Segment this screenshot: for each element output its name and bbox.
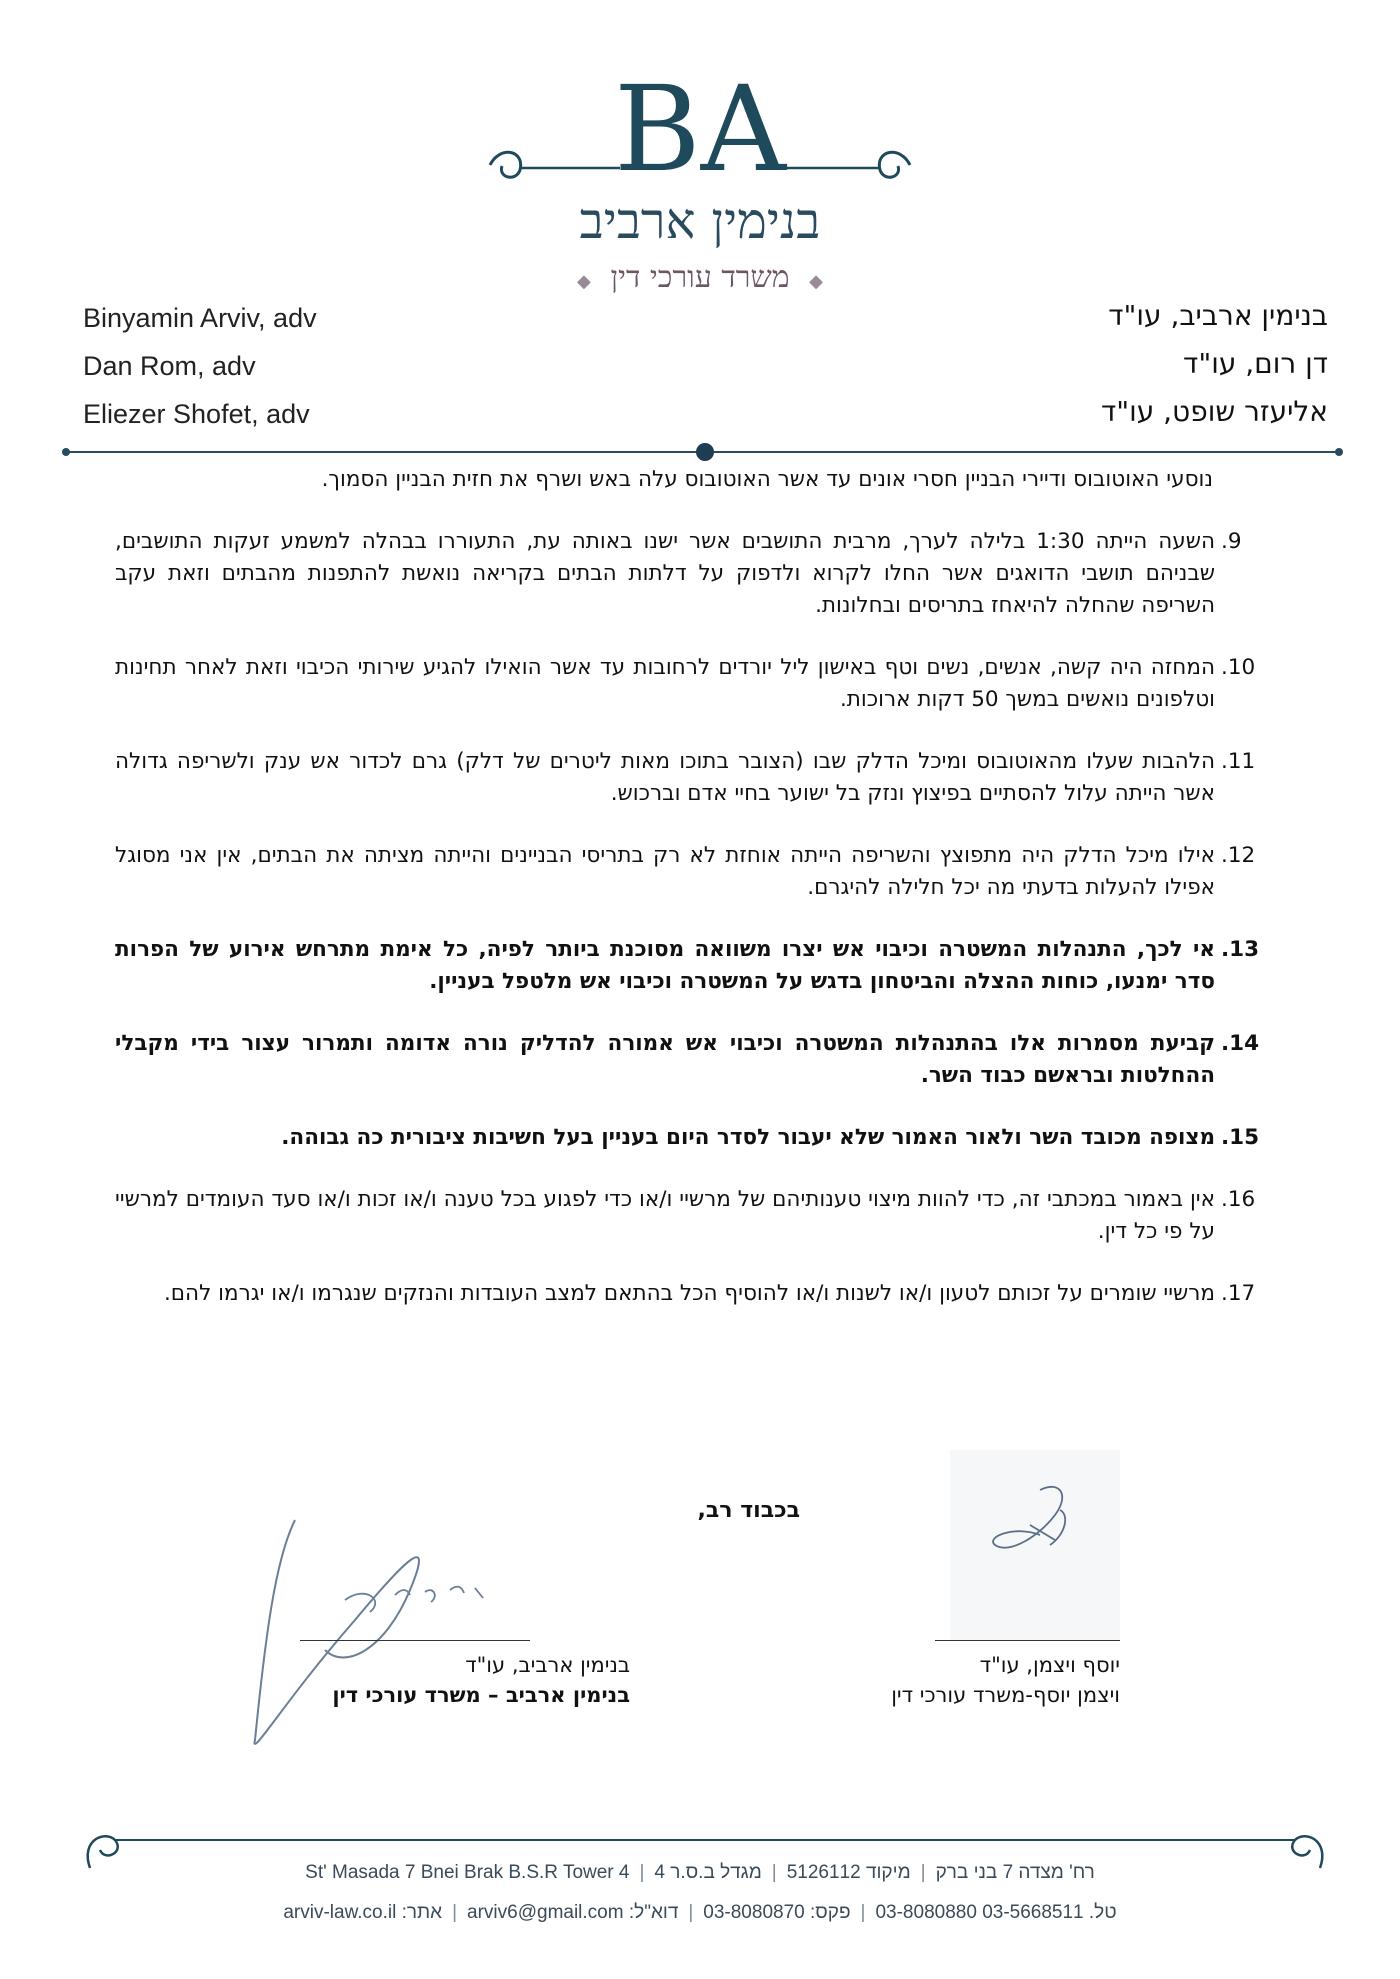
signature-block-right [780,1650,1120,1710]
english-lawyer-names [83,294,317,438]
paragraph-number: 10. [1221,655,1256,680]
paragraph-number: 16. [1221,1187,1256,1212]
paragraph-number: 14. [1221,1031,1260,1056]
paragraph-text: מרשיי שומרים על זכותם לטעון ו/או לשנות ו/או להוסיף הכל בהתאם למצב העובדות והנזקים שנגרמו ו/או יגרמו להם. [163,1281,1215,1306]
paragraph-number: 11. [1221,749,1256,774]
paragraph-text: קביעת מסמרות אלו בהתנהלות המשטרה וכיבוי אש אמורה להדליק נורה אדומה ותמרור עצור בידי מקבלי ההחלטות ובראשם כבוד השר. [115,1031,1215,1088]
paragraph-text: אי לכך, התנהלות המשטרה וכיבוי אש יצרו משוואה מסוכנת ביותר לפיה, כל אימת מתרחש אירוע של הפרות סדר ימנעו, כוחות ההצלה והביטחון בדגש על המשטרה וכיבוי אש מלטפל בעניין. [115,937,1215,994]
footer-address: St' Masada 7 Bnei Brak B.S.R Tower 4 | מגדל ב.ס.ר 4 | מיקוד 5126112 | רח' מצדה 7 בני ברק [305,1862,1095,1883]
paragraph-text: אילו מיכל הדלק היה מתפוצץ והשריפה הייתה אוחזת לא רק בתריסי הבניינים והייתה מציתה את הבתים, אין אני מסוגל אפילו להעלות בדעתי מה יכל חלילה להיגרם. [115,843,1215,900]
signature-line-right [935,1640,1120,1641]
numbered-paragraph-bold [115,1028,1260,1092]
footer-tower: מגדל ב.ס.ר 4 [654,1862,762,1883]
footer-contacts: אתר: arviv-law.co.il | דוא"ל: arviv6@gmail.com | פקס: 03-8080870 | טל. 03-5668511 03-8080880 [283,1902,1117,1923]
paragraph-text: השעה הייתה 1:30 בלילה לערך, מרבית התושבים אשר ישנו באותה עת, התעוררו בבהלה למשמע זעקות התושבים, שבניהם תושבי הדואגים אשר החלו לקרוא ולדפוק על דלתות הבתים בקריאה נואשת להתפנות מהבתים וזאת עקב השריפה שהחלה להיאחז בתריסים ובחלונות. [115,529,1216,618]
numbered-paragraph [115,526,1255,622]
english-name: Binyamin Arviv, adv [83,303,317,333]
footer-street: רח' מצדה 7 בני ברק [935,1862,1095,1883]
letter-body [115,464,1260,1340]
paragraph-number: 15. [1221,1125,1260,1150]
signer-name: בנימין ארביב, עו"ד [465,1653,630,1677]
numbered-paragraph [115,840,1255,904]
signer-firm: בנימין ארביב – משרד עורכי דין [332,1683,630,1707]
footer-website: אתר: arviv-law.co.il [283,1902,443,1923]
paragraph-text: מצופה מכובד השר ולאור האמור שלא יעבור לסדר היום בעניין בעל חשיבות ציבורית כה גבוהה. [281,1125,1215,1150]
logo-swirl-left [490,152,521,177]
closing-salutation: בכבוד רב, [697,1498,800,1523]
hebrew-lawyer-names [1101,292,1328,436]
paragraph-text: המחזה היה קשה, אנשים, נשים וטף באישון ליל יורדים לרחובות עד אשר הואילו להגיע שירותי הכיבוי וזאת לאחר תחינות וטלפונים נואשים במשך 50 דקות ארוכות. [115,655,1215,712]
hebrew-name: אליעזר שופט, עו"ד [1100,395,1328,428]
logo-swirl-right [879,152,910,177]
numbered-paragraph-bold [115,934,1260,998]
hebrew-name: בנימין ארביב, עו"ד [1108,299,1328,332]
paragraph-continuation: נוסעי האוטובוס ודיירי הבניין חסרי אונים עד אשר האוטובוס עלה באש ושרף את חזית הבניין הסמוך. [321,467,1213,492]
paragraph-number: 9. [1221,529,1242,554]
english-name: Dan Rom, adv [83,351,256,381]
signature-line-left [300,1640,530,1641]
footer-address-english: St' Masada 7 Bnei Brak B.S.R Tower 4 [305,1862,630,1883]
paragraph-number: 12. [1221,843,1256,868]
paragraph-number: 13. [1221,937,1260,962]
hebrew-name: דן רום, עו"ד [1183,347,1328,380]
numbered-paragraph [115,1184,1255,1248]
english-name: Eliezer Shofet, adv [83,399,310,429]
signer-name: יוסף ויצמן, עו"ד [979,1653,1120,1677]
footer-zip: מיקוד 5126112 [786,1862,911,1883]
signature-left-image [235,1500,565,1770]
numbered-paragraph-bold [115,1122,1260,1154]
logo-subtitle: ◆ משרד עורכי דין ◆ [577,260,823,295]
signature-right-image [950,1450,1120,1640]
paragraph-number: 17. [1221,1281,1256,1306]
numbered-paragraph [115,746,1255,810]
paragraph-text: אין באמור במכתבי זה, כדי להוות מיצוי טענותיהם של מרשיי ו/או כדי לפגוע בכל טענה ו/או זכות ו/או סעד העומדים למרשיי על פי כל דין. [115,1187,1215,1244]
footer-email: דוא"ל: arviv6@gmail.com [467,1902,679,1923]
signer-firm: ויצמן יוסף-משרד עורכי דין [891,1683,1120,1707]
firm-logo [480,70,920,195]
signature-block-left [200,1650,630,1710]
numbered-paragraph [115,652,1255,716]
logo-monogram: BA [614,70,786,195]
numbered-paragraph [115,1278,1255,1310]
paragraph-text: הלהבות שעלו מהאוטובוס ומיכל הדלק שבו (הצובר בתוכו מאות ליטרים של דלק) גרם לכדור אש ענק ולשריפה גדולה אשר הייתה עלול להסתיים בפיצוץ ונזק בל ישוער בחיי אדם וברכוש. [115,749,1215,806]
footer-fax: פקס: 03-8080870 [703,1902,851,1923]
footer-phone: טל. 03-5668511 03-8080880 [875,1902,1117,1923]
logo-hebrew-name: בנימין ארביב [579,192,821,250]
